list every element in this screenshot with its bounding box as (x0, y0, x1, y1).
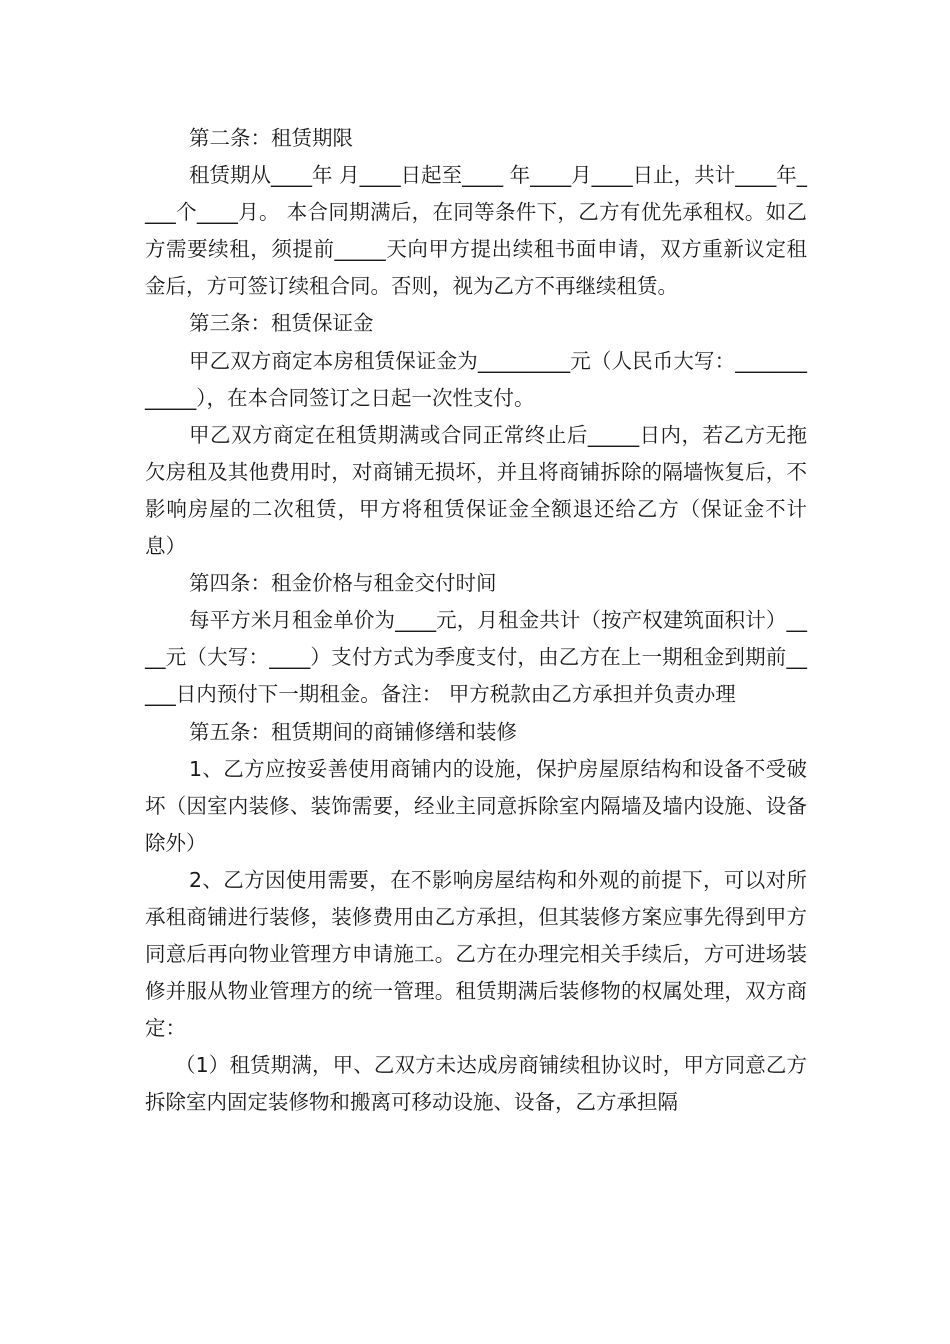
paragraph-repair-item-1: 1、乙方应按妥善使用商铺内的设施，保护房屋原结构和设备不受破坏（因室内装修、装饰需要，经业主同意拆除室内隔墙及墙内设施、设备除外） (145, 756, 807, 855)
section-heading-lease-term: 第二条：租赁期限 (189, 126, 353, 150)
paragraph-deposit-amount: 甲乙双方商定本房租赁保证金为_________元（人民币大写：____________），在本合同签订之日起一次性支付。 (145, 348, 807, 410)
section-heading-repair: 第五条：租赁期间的商铺修缮和装修 (189, 719, 517, 744)
paragraph-repair-item-2: 2、乙方因使用需要，在不影响房屋结构和外观的前提下，可以对所承租商铺进行装修，装修费用由乙方承担，但其装修方案应事先得到甲方同意后再向物业管理方申请施工。乙方在办理完相关手续后，方可进场装修并服从物业管理方的统一管理。租赁期满后装修物的权属处理，双方商定： (145, 867, 807, 1041)
section-heading-rent: 第四条：租金价格与租金交付时间 (189, 571, 497, 596)
paragraph-rent-payment: 每平方米月租金单价为____元，月租金共计（按产权建筑面积计）____元（大写：____）支付方式为季度支付，由乙方在上一期租金到期前_____日内预付下一期租金。备注： 甲方税款由乙方承担并负责办理 (145, 608, 807, 707)
section-heading-deposit: 第三条：租赁保证金 (189, 311, 374, 336)
paragraph-repair-subitem-1: （1）租赁期满，甲、乙双方未达成房商铺续租协议时，甲方同意乙方拆除室内固定装修物和搬离可移动设施、设备，乙方承担隔 (145, 1053, 807, 1115)
paragraph-deposit-refund: 甲乙双方商定在租赁期满或合同正常终止后_____日内，若乙方无拖欠房租及其他费用时，对商铺无损坏，并且将商铺拆除的隔墙恢复后，不影响房屋的二次租赁，甲方将租赁保证金全额退还给乙方（保证金不计息） (145, 422, 807, 559)
document-body (145, 120, 807, 1122)
paragraph-lease-term: 租赁期从____年 月____日起至____ 年____月____日止，共计____年____个____月。 本合同期满后，在同等条件下，乙方有优先承租权。如乙方需要续租，须提前_____天向甲方提出续租书面申请，双方重新议定租金后，方可签订续租合同。否则，视为乙方不再继续租赁。 (145, 163, 807, 299)
